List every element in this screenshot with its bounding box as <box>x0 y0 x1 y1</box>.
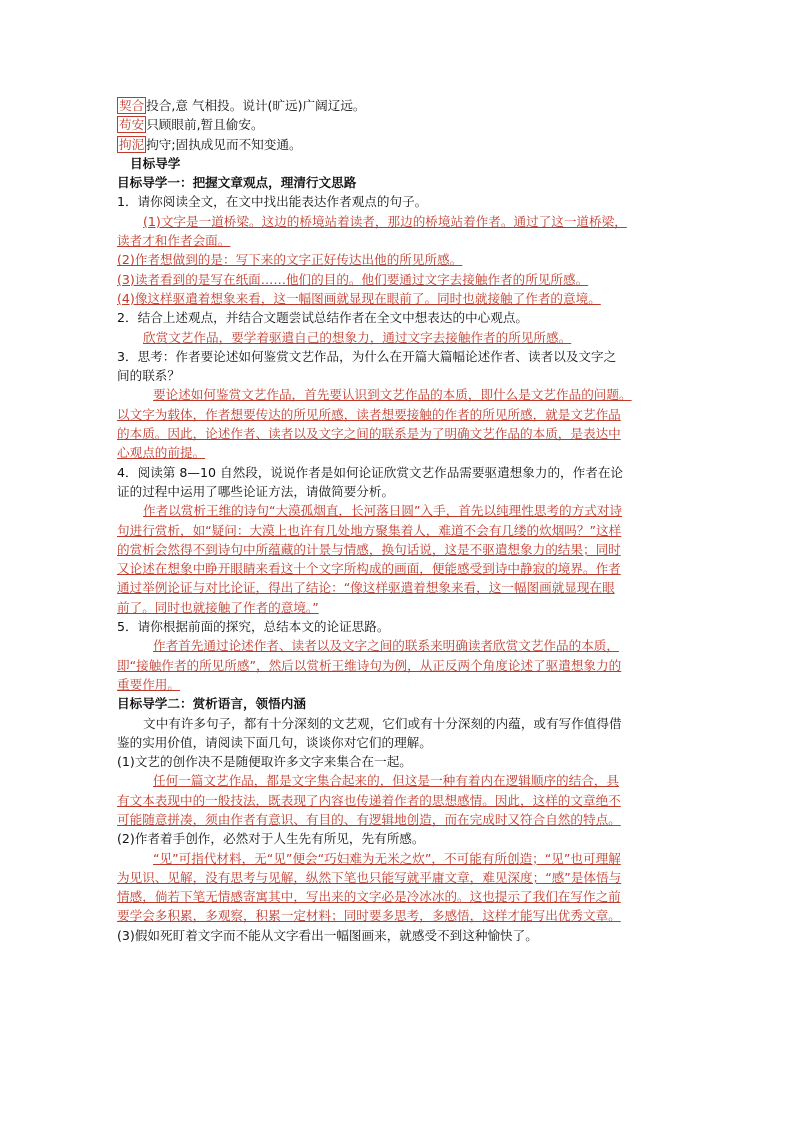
answer-5-line: 即“接触作者的所见所感”，然后以赏析王维诗句为例，从正反两个角度论述了驱遣想象力的 <box>117 657 622 673</box>
sentence-2-analysis: 情感，倘若下笔无情感寄寓其中，写出来的文字必是冷冰冰的。这也提示了我们在写作之前 <box>117 889 621 905</box>
answer-4-line: 又论述在想象中睁开眼睛来看这十个文字所构成的画面，便能感受到诗中静寂的境界。作者 <box>117 561 621 577</box>
vocab-item <box>117 135 680 154</box>
answer-4-line: 前了。同时也就接触了作者的意境。” <box>117 599 319 615</box>
answer-3-line: 要论述如何鉴赏文艺作品，首先要认识到文艺作品的本质，即什么是文艺作品的问题。 <box>153 387 632 403</box>
document-page <box>117 96 680 945</box>
vocab-item <box>117 115 680 134</box>
answer-5-line: 重要作用。 <box>117 676 180 692</box>
answer-3-line: 的本质。因此，论述作者、读者以及文字之间的联系是为了明确文艺作品的本质，是表达中 <box>117 426 621 442</box>
goal2-intro: 鉴的实用价值，请阅读下面几句，谈谈你对它们的理解。 <box>117 734 432 750</box>
answer-1-line: (1)文字是一道桥梁。这边的桥境站着读者，那边的桥境站着作者。通过了这一道桥梁， <box>143 213 627 229</box>
vocab-word: 苟安 <box>119 117 145 133</box>
answer-2: 欣赏文艺作品，要学着驱遣自己的想象力，通过文字去接触作者的所见所感。 <box>143 329 572 345</box>
answer-4-line: 句进行赏析，如“疑问：大漠上也许有几处地方聚集着人，难道不会有几缕的炊烟吗？”这样 <box>117 522 622 538</box>
answer-1-line: (2)作者想做到的是：写下来的文字正好传达出他的所见所感。 <box>117 252 463 268</box>
goal2-intro: 文中有许多句子，都有十分深刻的文艺观，它们或有十分深刻的内蕴，或有写作值得借 <box>143 715 622 731</box>
question-4: 4．阅读第 8—10 自然段，说说作者是如何论证欣赏文艺作品需要驱遣想象力的，作者在论 <box>117 464 624 480</box>
question-4: 证的过程中运用了哪些论证方法，请做简要分析。 <box>117 483 395 499</box>
vocab-word: 契合 <box>119 98 145 113</box>
sentence-2-analysis: 要学会多积累，多观察，积累一定材料；同时要多思考，多感悟，这样才能写出优秀文章。 <box>117 908 621 924</box>
sentence-1-analysis: 有文本表现中的一般技法，既表现了内容也传递着作者的思想感情。因此，这样的文章绝不 <box>117 792 621 808</box>
sentence-2: (2)作者着手创作，必然对于人生先有所见，先有所感。 <box>117 831 425 847</box>
answer-4-line: 的赏析会然得不到诗句中所蕴藏的计景与情感，换句话说，这是不驱遣想象力的结果；同时 <box>117 541 621 557</box>
answer-1-line: (4)像这样驱遣着想象来看，这一幅图画就显现在眼前了。同时也就接触了作者的意境。 <box>117 290 601 306</box>
vocab-definition: 只顾眼前,暂且偷安。 <box>146 117 264 133</box>
answer-5-line: 作者首先通过论述作者、读者以及文字之间的联系来明确读者欣赏文艺作品的本质， <box>153 638 619 654</box>
answer-1-line: (3)读者看到的是写在纸面……他们的目的。他们要通过文字去接触作者的所见所感。 <box>117 271 589 287</box>
question-5: 5．请你根据前面的探究，总结本文的论证思路。 <box>117 619 390 635</box>
vocab-definition: 拘守;固执成见而不知变通。 <box>146 136 302 152</box>
goal1-heading: 目标导学一：把握文章观点，理清行文思路 <box>117 175 357 191</box>
question-1: 1．请你阅读全文，在文中找出能表达作者观点的句子。 <box>117 194 428 210</box>
vocab-definition: 投合,意 气相投。说计(旷远)广阔辽远。 <box>146 98 366 113</box>
sentence-1: (1)文艺的创作决不是随便取许多文字来集合在一起。 <box>117 754 412 770</box>
answer-1-line: 读者才和作者会面。 <box>117 233 231 249</box>
answer-3-line: 以文字为载体，作者想要传达的所见所感，读者想要接触的作者的所见所感，就是文艺作品 <box>117 406 621 422</box>
sentence-1-analysis: 任何一篇文艺作品，都是文字集合起来的，但这是一种有着内在逻辑顺序的结合，具 <box>153 773 619 789</box>
answer-3-line: 心观点的前提。 <box>117 445 206 461</box>
answer-4-line: 作者以赏析王维的诗句“大漠孤烟直，长河落日圆”入手，首先以纯理性思考的方式对诗 <box>143 503 623 519</box>
answer-4-line: 通过举例论证与对比论证，得出了结论：“像这样驱遣着想象来看，这一幅图画就显现在眼 <box>117 580 615 596</box>
question-3: 3．思考：作者要论述如何鉴赏文艺作品，为什么在开篇大篇幅论述作者、读者以及文字之 <box>117 348 617 364</box>
vocab-item <box>117 96 680 115</box>
sentence-3: (3)假如死盯着文字而不能从文字看出一幅图画来，就感受不到这种愉快了。 <box>117 927 538 943</box>
question-3: 间的联系？ <box>117 368 180 384</box>
goal2-heading: 目标导学二：赏析语言，领悟内涵 <box>117 696 306 712</box>
sentence-1-analysis: 可能随意拼凑，须由作者有意识、有目的、有逻辑地创造，而在完成时又符合自然的特点。 <box>117 811 621 827</box>
section-title: 目标导学 <box>130 155 181 171</box>
sentence-2-analysis: 为见识、见解，没有思考与见解，纵然下笔也只能写就平庸文章，难见深度；“感”是体悟与 <box>117 869 622 885</box>
question-2: 2．结合上述观点，并结合文题尝试总结作者在全文中想表达的中心观点。 <box>117 310 529 326</box>
sentence-2-analysis: “见”可指代材料，无“见”便会“巧妇难为无米之炊”，不可能有所创造；“见”也可理解 <box>153 850 621 866</box>
vocab-word: 拘泥 <box>119 136 145 152</box>
